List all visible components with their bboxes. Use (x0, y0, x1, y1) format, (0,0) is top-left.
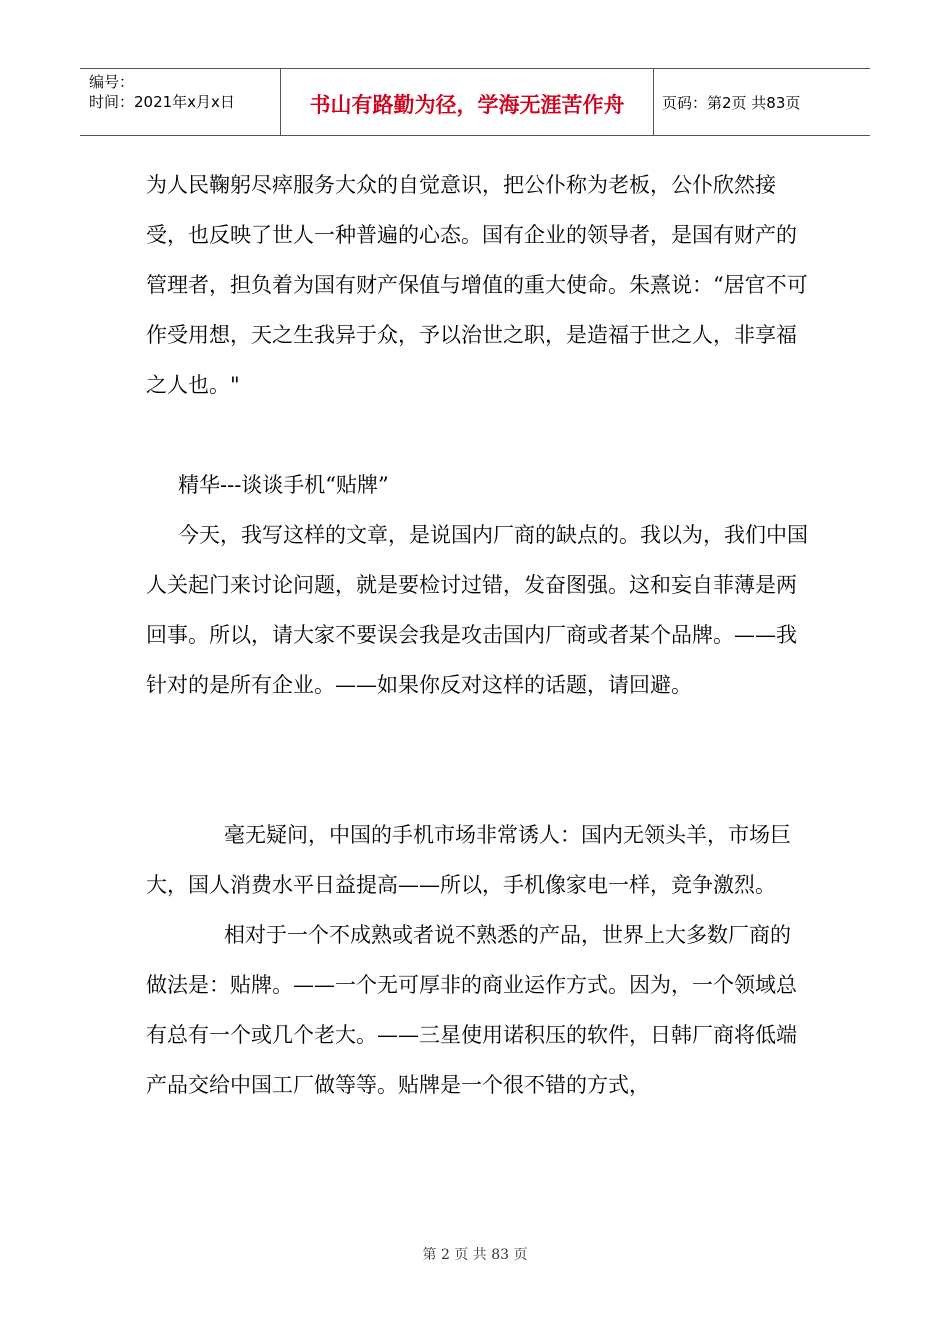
paragraph: 今天，我写这样的文章，是说国内厂商的缺点的。我以为，我们中国人关起门来讨论问题，就是要检讨过错，发奋图强。这和妄自菲薄是两回事。所以，请大家不要误会我是攻击国内厂商或者某个品牌。——我针对的是所有企业。——如果你反对这样的话题，请回避。 (146, 523, 808, 697)
document-date: 时间：2021年x月x日 (89, 93, 235, 111)
header-meta (80, 69, 281, 135)
paragraph: 毫无疑问，中国的手机市场非常诱人：国内无领头羊，市场巨大，国人消费水平日益提高——所以，手机像家电一样，竞争激烈。 (146, 823, 791, 897)
document-body (146, 160, 810, 1110)
section-heading: 精华---谈谈手机“贴牌” (178, 473, 389, 497)
header-motto: 书山有路勤为径，学海无涯苦作舟 (281, 69, 654, 135)
paragraph: 相对于一个不成熟或者说不熟悉的产品，世界上大多数厂商的做法是：贴牌。——一个无可厚非的商业运作方式。因为，一个领域总有总有一个或几个老大。——三星使用诺积压的软件，日韩厂商将低端产品交给中国工厂做等等。贴牌是一个很不错的方式， (146, 923, 797, 1097)
document-number: 编号： (89, 73, 135, 91)
paragraph: 为人民鞠躬尽瘁服务大众的自觉意识，把公仆称为老板，公仆欣然接受，也反映了世人一种普遍的心态。国有企业的领导者，是国有财产的管理者，担负着为国有财产保值与增值的重大使命。朱熹说：“居官不可作受用想，天之生我异于众，予以治世之职，是造福于世之人，非享福之人也。" (146, 173, 808, 397)
header-page-info: 页码：第2页 共83页 (662, 93, 801, 112)
page-header (80, 68, 870, 136)
page-footer: 第 2 页 共 83 页 (422, 1247, 528, 1263)
